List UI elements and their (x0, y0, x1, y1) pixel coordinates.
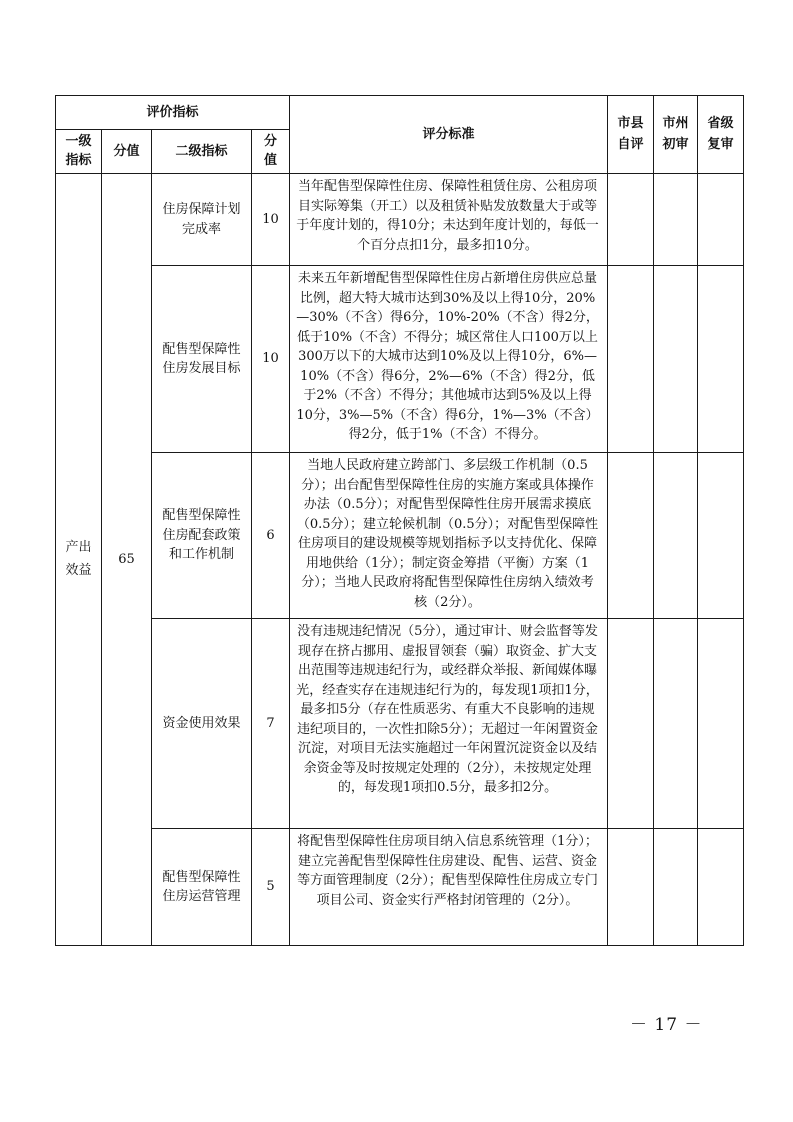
city-review-cell[interactable] (654, 829, 698, 946)
indicator-score: 7 (252, 619, 290, 829)
header-score: 分值 (102, 130, 152, 174)
self-eval-cell[interactable] (608, 266, 654, 453)
criteria-text: 当地人民政府建立跨部门、多层级工作机制（0.5分）；出台配售型保障性住房的实施方案或具体操作办法（0.5分）；对配售型保障性住房开展需求摸底（0.5分）；建立轮候机制（0.5分）；对配售型保障性住房项目的建设规模等规划指标予以支持优化、保障用地供给（1分）；制定资金筹措（平衡）方案（1分）；当地人民政府将配售型保障性住房纳入绩效考核（2分）。 (290, 453, 608, 619)
table-row (56, 266, 744, 453)
self-eval-cell[interactable] (608, 829, 654, 946)
province-review-cell[interactable] (698, 266, 744, 453)
self-eval-cell[interactable] (608, 174, 654, 266)
self-eval-cell[interactable] (608, 619, 654, 829)
indicator-score: 6 (252, 453, 290, 619)
indicator-name: 配售型保障性住房发展目标 (152, 266, 252, 453)
self-eval-cell[interactable] (608, 453, 654, 619)
city-review-cell[interactable] (654, 266, 698, 453)
header-sub-score: 分 值 (252, 130, 290, 174)
header-self-eval: 市县 自评 (608, 96, 654, 174)
evaluation-table (55, 95, 744, 946)
header-indicator-group: 评价指标 (56, 96, 290, 130)
indicator-name: 资金使用效果 (152, 619, 252, 829)
province-review-cell[interactable] (698, 619, 744, 829)
province-review-cell[interactable] (698, 829, 744, 946)
criteria-text: 未来五年新增配售型保障性住房占新增住房供应总量比例，超大特大城市达到30%及以上得10分，20%—30%（不含）得6分，10%-20%（不含）得2分，低于10%（不含）不得分；城区常住人口100万以上300万以下的大城市达到10%及以上得10分，6%—10%（不含）得6分，2%—6%（不含）得2分，低于2%（不含）不得分；其他城市达到5%及以上得10分，3%—5%（不含）得6分，1%—3%（不含）得2分，低于1%（不含）不得分。 (290, 266, 608, 453)
header-level1: 一级 指标 (56, 130, 102, 174)
header-province-review: 省级 复审 (698, 96, 744, 174)
criteria-text: 没有违规违纪情况（5分），通过审计、财会监督等发现存在挤占挪用、虚报冒领套（骗）取资金、扩大支出范围等违规违纪行为，或经群众举报、新闻媒体曝光，经查实存在违规违纪行为的，每发现1项扣1分，最多扣5分（存在性质恶劣、有重大不良影响的违规违纪项目的，一次性扣除5分）；无超过一年闲置资金沉淀，对项目无法实施超过一年闲置沉淀资金以及结余资金等及时按规定处理的（2分），未按规定处理的，每发现1项扣0.5分，最多扣2分。 (290, 619, 608, 829)
header-level2: 二级指标 (152, 130, 252, 174)
indicator-name: 住房保障计划完成率 (152, 174, 252, 266)
city-review-cell[interactable] (654, 453, 698, 619)
province-review-cell[interactable] (698, 174, 744, 266)
page-number: － 17 － (630, 1015, 703, 1035)
header-city-review: 市州 初审 (654, 96, 698, 174)
indicator-name: 配售型保障性住房运营管理 (152, 829, 252, 946)
section-score: 65 (102, 174, 152, 946)
table-row (56, 829, 744, 946)
table-row (56, 453, 744, 619)
criteria-text: 当年配售型保障性住房、保障性租赁住房、公租房项目实际筹集（开工）以及租赁补贴发放数量大于或等于年度计划的，得10分；未达到年度计划的，每低一个百分点扣1分，最多扣10分。 (290, 174, 608, 266)
indicator-score: 10 (252, 266, 290, 453)
header-criteria: 评分标准 (290, 96, 608, 174)
table-row (56, 619, 744, 829)
city-review-cell[interactable] (654, 174, 698, 266)
section-name: 产出 效益 (56, 174, 102, 946)
indicator-score: 5 (252, 829, 290, 946)
table-row (56, 174, 744, 266)
indicator-name: 配售型保障性住房配套政策和工作机制 (152, 453, 252, 619)
city-review-cell[interactable] (654, 619, 698, 829)
indicator-score: 10 (252, 174, 290, 266)
province-review-cell[interactable] (698, 453, 744, 619)
criteria-text: 将配售型保障性住房项目纳入信息系统管理（1分）；建立完善配售型保障性住房建设、配售、运营、资金等方面管理制度（2分）；配售型保障性住房成立专门项目公司、资金实行严格封闭管理的（2分）。 (290, 829, 608, 946)
